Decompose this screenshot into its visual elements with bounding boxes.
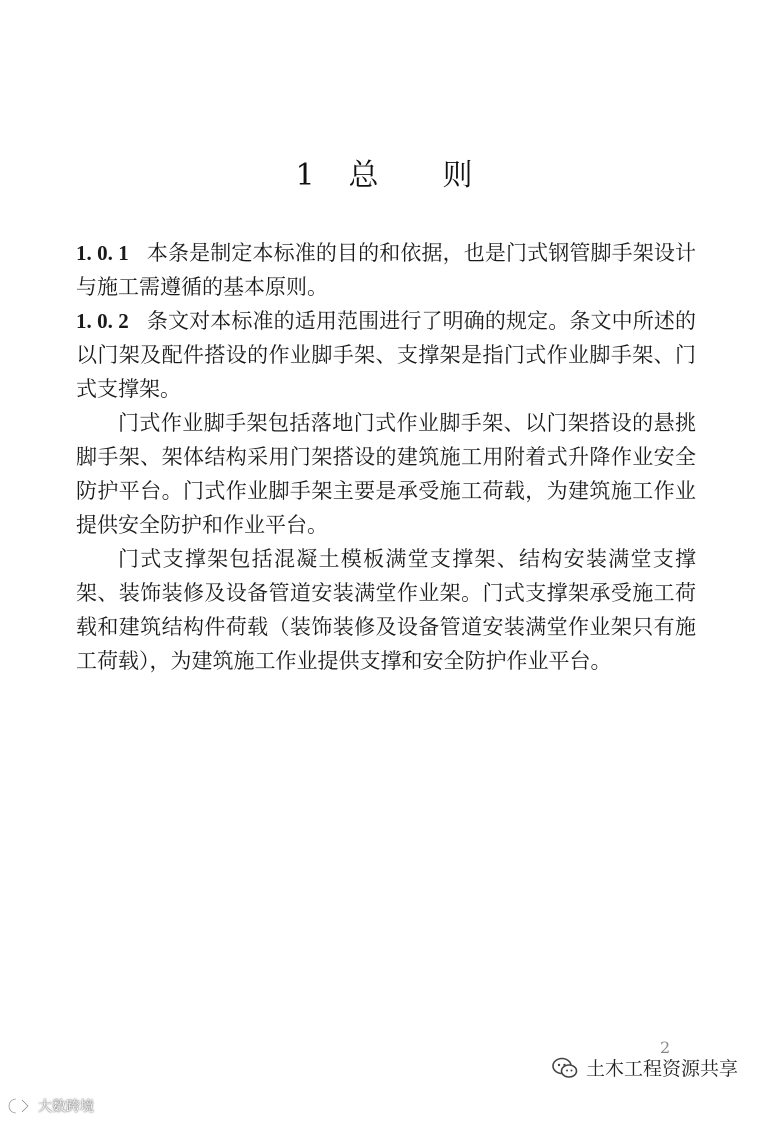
brand-logo-icon	[8, 1096, 34, 1116]
clause-number: 1. 0. 1	[76, 241, 129, 265]
paragraph: 门式支撑架包括混凝土模板满堂支撑架、结构安装满堂支撑架、装饰装修及设备管道安装满堂作业架。门式支撑架承受施工荷载和建筑结构件荷载（装饰装修及设备管道安装满堂作业架只有施工荷载），为建筑施工作业提供支撑和安全防护作业平台。	[76, 547, 696, 673]
chapter-title	[0, 150, 768, 194]
paragraph: 门式作业脚手架包括落地门式作业脚手架、以门架搭设的悬挑脚手架、架体结构采用门架搭设的建筑施工用附着式升降作业安全防护平台。门式作业脚手架主要是承受施工荷载，为建筑施工作业提供安全防护和作业平台。	[76, 411, 696, 537]
chapter-title-part1: 总	[348, 158, 379, 193]
body-text	[76, 236, 696, 678]
watermark-left	[8, 1096, 94, 1116]
watermark-right	[552, 1054, 738, 1081]
watermark-right-label: 土木工程资源共享	[586, 1058, 739, 1080]
chapter-title-part2: 则	[442, 158, 473, 193]
page-number: 2	[660, 1038, 671, 1057]
clause-number: 1. 0. 2	[76, 309, 129, 333]
clause-text: 本条是制定本标准的目的和依据，也是门式钢管脚手架设计与施工需遵循的基本原则。	[76, 241, 696, 299]
chapter-number: 1	[295, 158, 315, 193]
wechat-icon	[552, 1057, 578, 1079]
watermark-left-label: 大数跨境	[38, 1099, 94, 1115]
clause-1-0-2	[76, 304, 696, 406]
clause-text: 条文对本标准的适用范围进行了明确的规定。条文中所述的以门架及配件搭设的作业脚手架、支撑架是指门式作业脚手架、门式支撑架。	[76, 309, 696, 401]
clause-1-0-1	[76, 236, 696, 304]
